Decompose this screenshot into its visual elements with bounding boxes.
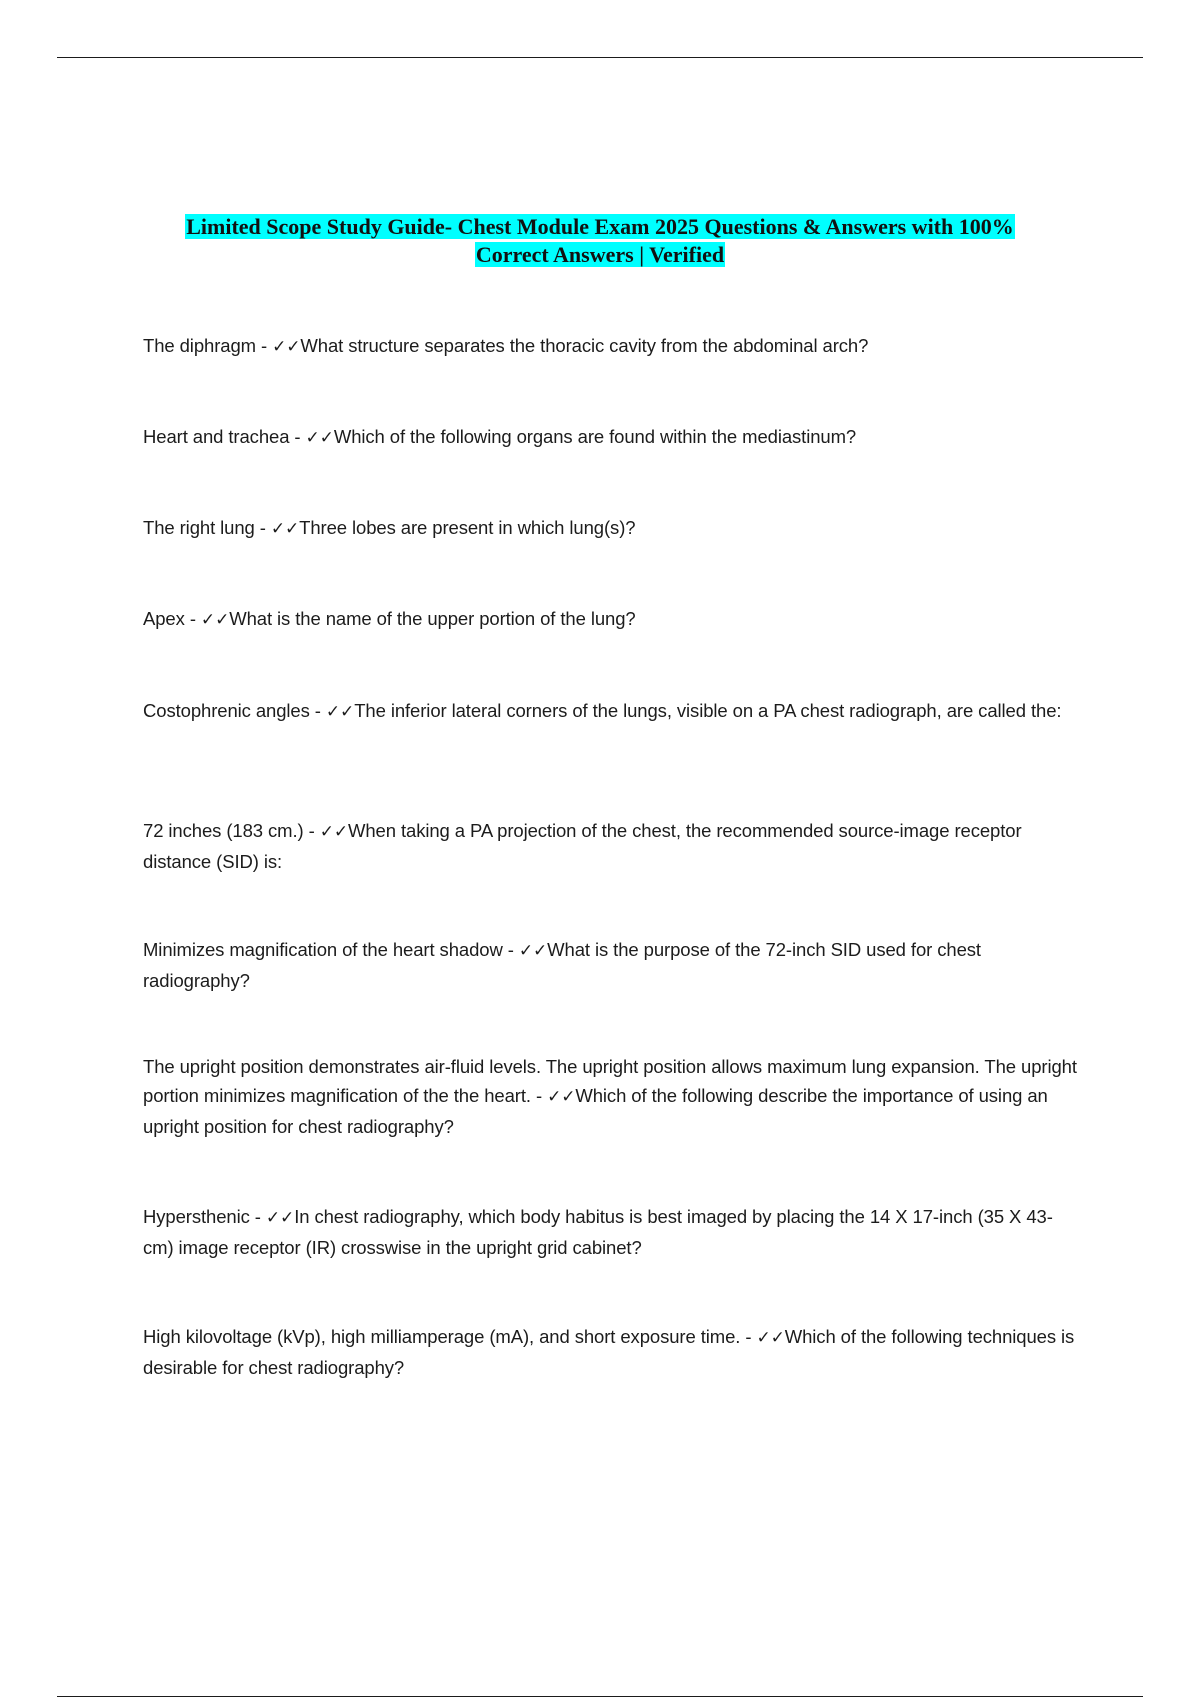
- qa-item: [143, 604, 1083, 635]
- footer-rule: [57, 1696, 1143, 1697]
- answer-text: 72 inches (183 cm.): [143, 820, 304, 841]
- answer-text: Costophrenic angles: [143, 700, 310, 721]
- double-check-icon: ✓✓: [270, 519, 300, 539]
- answer-text: The right lung: [143, 517, 255, 538]
- separator: -: [502, 939, 519, 960]
- separator: -: [249, 1206, 266, 1227]
- double-check-icon: ✓✓: [272, 337, 301, 357]
- question-text: The inferior lateral corners of the lungs, visible on a PA chest radiograph, are called the:: [354, 700, 1062, 721]
- double-check-icon: ✓✓: [325, 702, 355, 722]
- double-check-icon: ✓✓: [305, 428, 334, 448]
- question-text: Which of the following techniques is desirable for chest radiography?: [143, 1326, 1075, 1378]
- document-title: [100, 213, 1100, 269]
- separator: -: [184, 608, 201, 629]
- title-line-1: Limited Scope Study Guide- Chest Module Exam 2025 Questions & Answers with 100%: [186, 214, 1014, 239]
- double-check-icon: ✓✓: [518, 941, 548, 961]
- separator: -: [255, 335, 273, 356]
- answer-text: Minimizes magnification of the heart shadow: [143, 939, 503, 960]
- qa-item: [143, 331, 1083, 362]
- question-text: When taking a PA projection of the chest, the recommended source-image receptor distance (SID) is:: [143, 820, 1022, 872]
- double-check-icon: ✓✓: [547, 1087, 576, 1107]
- question-text: In chest radiography, which body habitus is best imaged by placing the 14 X 17-inch (35 X 43- cm) image receptor (IR) crosswise in the upright grid cabinet?: [143, 1206, 1053, 1258]
- question-text: What is the name of the upper portion of the lung?: [229, 608, 636, 629]
- answer-text: Heart and trachea: [143, 426, 290, 447]
- qa-item: [143, 513, 1083, 544]
- answer-text: Apex: [143, 608, 185, 629]
- double-check-icon: ✓✓: [265, 1208, 295, 1228]
- qa-item: [143, 422, 1083, 453]
- question-text: Which of the following organs are found within the mediastinum?: [333, 426, 857, 447]
- qa-item: [143, 1322, 1083, 1382]
- qa-item: [143, 935, 1083, 995]
- title-line-2: Correct Answers | Verified: [475, 242, 725, 267]
- qa-item: [143, 1052, 1083, 1141]
- question-text: What is the purpose of the 72-inch SID used for chest radiography?: [143, 939, 981, 991]
- separator: -: [289, 426, 306, 447]
- answer-text: High kilovoltage (kVp), high milliamperage (mA), and short exposure time.: [143, 1326, 741, 1347]
- separator: -: [303, 820, 320, 841]
- separator: -: [530, 1085, 548, 1106]
- double-check-icon: ✓✓: [756, 1328, 785, 1348]
- separator: -: [309, 700, 326, 721]
- answer-text: Hypersthenic: [143, 1206, 250, 1227]
- qa-item: [143, 1202, 1083, 1262]
- question-text: Which of the following describe the importance of using an upright position for chest radiography?: [143, 1085, 1048, 1137]
- double-check-icon: ✓✓: [319, 822, 348, 842]
- double-check-icon: ✓✓: [200, 610, 230, 630]
- answer-text: The upright position demonstrates air-fluid levels. The upright position allows maximum lung expansion. The upright portion minimizes magnification of the the heart.: [143, 1056, 1077, 1106]
- header-rule: [57, 57, 1143, 58]
- question-text: Three lobes are present in which lung(s)?: [299, 517, 636, 538]
- qa-item: [143, 696, 1083, 727]
- separator: -: [740, 1326, 757, 1347]
- question-text: What structure separates the thoracic cavity from the abdominal arch?: [300, 335, 869, 356]
- answer-text: The diphragm: [143, 335, 256, 356]
- separator: -: [254, 517, 271, 538]
- qa-item: [143, 816, 1083, 876]
